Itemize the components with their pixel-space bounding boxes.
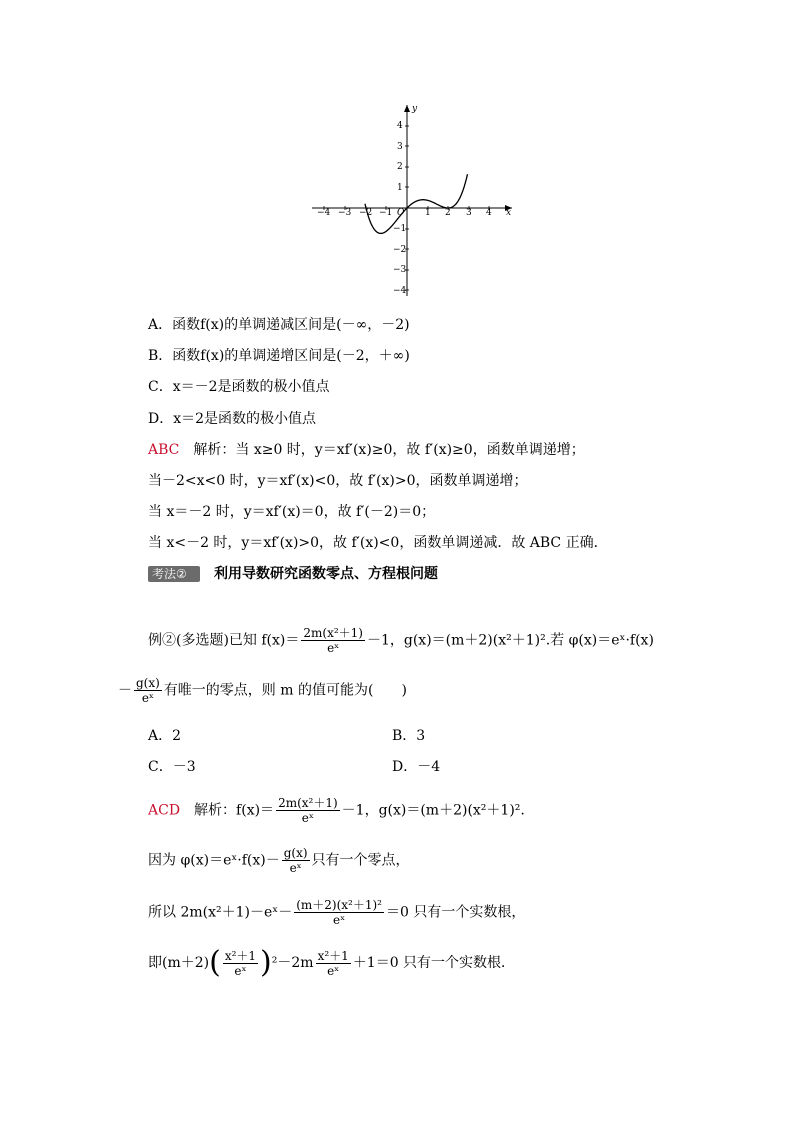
- x-tick: −2: [359, 208, 373, 218]
- x-tick: 1: [425, 208, 431, 218]
- y-tick: −2: [393, 245, 407, 255]
- fraction: $\frac{g(x)}{\text{eˣ}}$: [136, 676, 160, 705]
- y-tick: 4: [397, 121, 403, 131]
- example2-label: 例②: [148, 632, 176, 649]
- example2-option-a: A．2: [148, 728, 182, 744]
- example2-option-c: C．－3: [148, 759, 196, 775]
- solution2-line-4: 即(m＋2)( $\frac{\text{x²＋1}}{\text{eˣ}}$ )²－2m $\frac{\text{x²＋1}}{\text{eˣ}}$ ＋1＝0 只有一个实数根．: [148, 945, 516, 980]
- solution-line-3: 当 x＝－2 时，y＝xf′(x)＝0，故 f′(－2)＝0；: [148, 504, 436, 520]
- option-d: D．x＝2是函数的极小值点: [148, 411, 317, 427]
- solution-line-2: 当－2<x<0 时，y＝xf′(x)<0，故 f′(x)>0，函数单调递增；: [148, 473, 528, 489]
- function-graph: [306, 100, 526, 300]
- y-tick: 1: [397, 183, 403, 193]
- x-tick: 3: [466, 208, 472, 218]
- fraction: $\frac{\text{2m(x²＋1)}}{\text{eˣ}}$: [303, 626, 363, 655]
- fraction: $\frac{\text{2m(x²＋1)}}{\text{eˣ}}$: [278, 796, 338, 825]
- solution2-line-2: 因为 φ(x)＝eˣ·f(x)－ $\frac{g(x)}{\text{eˣ}}$ 只有一个零点，: [148, 846, 410, 875]
- section-title: 利用导数研究函数零点、方程根问题: [214, 566, 438, 582]
- x-tick: −1: [379, 208, 393, 218]
- x-tick: −4: [317, 208, 331, 218]
- y-tick: −4: [393, 286, 407, 296]
- solution-line-1: [148, 440, 585, 460]
- axis-x-label: x: [506, 208, 512, 218]
- solution2-line-1: ACD 解析：f(x)＝ $\frac{\text{2m(x²＋1)}}{\text{eˣ}}$ －1，g(x)＝(m＋2)(x²＋1)².: [148, 796, 525, 825]
- solution2-line-3: 所以 2m(x²＋1)－eˣ－ $\frac{\text{(m＋2)(x²＋1)²}}{\text{eˣ}}$ ＝0 只有一个实数根，: [148, 898, 526, 927]
- x-tick-labels: [317, 208, 492, 218]
- option-a: A．函数f(x)的单调递减区间是(－∞，－2): [148, 317, 410, 333]
- fraction: $\frac{\text{x²＋1}}{\text{eˣ}}$: [224, 948, 257, 978]
- x-tick: 4: [486, 208, 492, 218]
- origin-label: O: [397, 208, 405, 218]
- solution-line-4: 当 x<－2 时，y＝xf′(x)>0，故 f′(x)<0，函数单调递减．故 ABC 正确．: [148, 535, 608, 551]
- curve: [365, 174, 468, 233]
- axis-y-label: y: [412, 104, 418, 114]
- example2-stem-line1: 例②(多选题)已知 f(x)＝ $\frac{\text{2m(x²＋1)}}{\text{eˣ}}$ －1，g(x)＝(m＋2)(x²＋1)².若 φ(x)＝eˣ·f(x): [148, 626, 654, 655]
- y-tick: 3: [397, 142, 403, 152]
- x-tick: −3: [338, 208, 352, 218]
- answer-label: ACD: [148, 802, 181, 819]
- answer-label: ABC: [148, 442, 180, 458]
- fraction: $\frac{g(x)}{\text{eˣ}}$: [283, 846, 308, 875]
- y-axis-arrow: [404, 105, 410, 112]
- section-badge: 考法②: [148, 566, 200, 584]
- example2-option-d: D．－4: [392, 759, 441, 775]
- fraction: $\frac{\text{x²＋1}}{\text{eˣ}}$: [317, 948, 349, 978]
- y-tick: 2: [397, 162, 403, 172]
- option-c: C．x＝－2是函数的极小值点: [148, 379, 330, 395]
- x-tick: 2: [445, 208, 451, 218]
- example2-option-b: B．3: [392, 728, 426, 744]
- option-b: B．函数f(x)的单调递增区间是(－2，＋∞): [148, 348, 410, 364]
- example2-stem-line2: － $\frac{g(x)}{\text{eˣ}}$ 有唯一的零点，则 m 的值可能为( ): [118, 676, 407, 705]
- y-tick: −1: [393, 224, 407, 234]
- y-tick: −3: [393, 265, 407, 275]
- fraction: $\frac{\text{(m＋2)(x²＋1)²}}{\text{eˣ}}$: [296, 898, 382, 927]
- solution-text: 解析：当 x≥0 时，y＝xf′(x)≥0，故 f′(x)≥0，函数单调递增；: [179, 442, 585, 458]
